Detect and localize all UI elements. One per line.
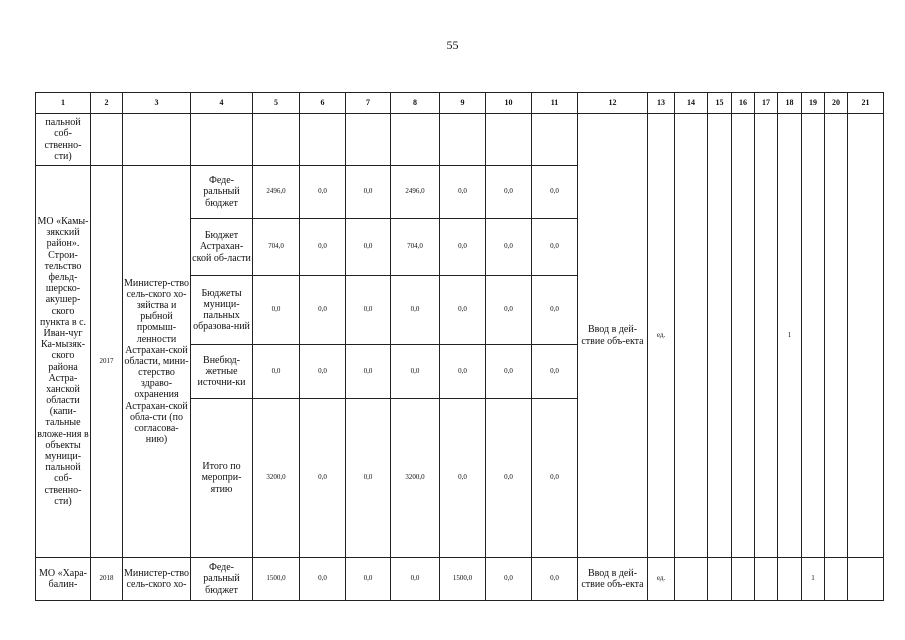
col-header: 12 xyxy=(578,93,648,114)
event-name: МО «Хара-балин- xyxy=(36,558,91,601)
value-cell: 3200,0 xyxy=(391,399,440,558)
event-year: 2017 xyxy=(91,166,123,558)
event-name-continuation: пальной соб-ственно-сти) xyxy=(36,114,91,166)
value-cell: 0,0 xyxy=(300,558,346,601)
funding-source: Феде-ральный бюджет xyxy=(191,558,253,601)
col-header: 10 xyxy=(486,93,532,114)
value-cell: 0,0 xyxy=(440,166,486,219)
value-cell: 704,0 xyxy=(253,219,300,276)
value-cell: 0,0 xyxy=(532,276,578,345)
col-header: 21 xyxy=(848,93,884,114)
col-header: 5 xyxy=(253,93,300,114)
value-cell: 0,0 xyxy=(300,166,346,219)
col-header: 16 xyxy=(732,93,755,114)
value-cell: 0,0 xyxy=(300,219,346,276)
col-header: 1 xyxy=(36,93,91,114)
value-cell: 0,0 xyxy=(253,276,300,345)
event-year: 2018 xyxy=(91,558,123,601)
value-cell: 0,0 xyxy=(300,276,346,345)
value-cell: 0,0 xyxy=(346,399,391,558)
col-header: 8 xyxy=(391,93,440,114)
indicator-cell: Ввод в дей-ствие объ-екта xyxy=(578,558,648,601)
col-header: 13 xyxy=(648,93,675,114)
value-cell: 3200,0 xyxy=(253,399,300,558)
program-table xyxy=(35,92,884,601)
value-cell: 0,0 xyxy=(532,166,578,219)
table-row xyxy=(36,114,884,166)
table-row xyxy=(36,558,884,601)
funding-source: Феде-ральный бюджет xyxy=(191,166,253,219)
unit-cell: ед. xyxy=(648,558,675,601)
value-cell: 0,0 xyxy=(440,345,486,399)
value-cell: 0,0 xyxy=(300,399,346,558)
value-cell: 0,0 xyxy=(346,276,391,345)
col-header: 14 xyxy=(675,93,708,114)
value-cell: 0,0 xyxy=(486,558,532,601)
value-cell: 0,0 xyxy=(532,345,578,399)
value-cell: 0,0 xyxy=(486,166,532,219)
col-header: 3 xyxy=(123,93,191,114)
value-cell: 2496,0 xyxy=(253,166,300,219)
col-header: 20 xyxy=(825,93,848,114)
col-header: 9 xyxy=(440,93,486,114)
value-cell: 0,0 xyxy=(532,558,578,601)
col19-value: 1 xyxy=(802,558,825,601)
col-header: 11 xyxy=(532,93,578,114)
column-number-row xyxy=(36,93,884,114)
value-cell: 0,0 xyxy=(300,345,346,399)
value-cell: 0,0 xyxy=(532,399,578,558)
col18-value: 1 xyxy=(778,114,802,558)
col-header: 18 xyxy=(778,93,802,114)
col-header: 19 xyxy=(802,93,825,114)
value-cell: 0,0 xyxy=(391,558,440,601)
value-cell: 0,0 xyxy=(440,219,486,276)
funding-source: Внебюд-жетные источни-ки xyxy=(191,345,253,399)
value-cell: 1500,0 xyxy=(253,558,300,601)
event-executor: Министер-ство сель-ского хо-зяйства и рыбной промыш-ленности Астрахан-ской области, мини-стерство здраво-охранения Астрахан-ской обла-сти (по согласова-нию) xyxy=(123,166,191,558)
col-header: 17 xyxy=(755,93,778,114)
value-cell: 0,0 xyxy=(440,399,486,558)
funding-source: Бюджет Астрахан-ской об-ласти xyxy=(191,219,253,276)
col-header: 4 xyxy=(191,93,253,114)
value-cell: 1500,0 xyxy=(440,558,486,601)
value-cell: 0,0 xyxy=(346,166,391,219)
value-cell: 704,0 xyxy=(391,219,440,276)
col-header: 6 xyxy=(300,93,346,114)
value-cell: 0,0 xyxy=(486,345,532,399)
value-cell: 0,0 xyxy=(346,558,391,601)
event-name: МО «Камы-зякский район». Строи-тельство фельд-шерско-акушер-ского пункта в с. Иван-чуг Ка-мызяк-ского района Астра-ханской области (капи-тальные вложе-ния в объекты муници-пальной соб-ственно-сти) xyxy=(36,166,91,558)
col-header: 7 xyxy=(346,93,391,114)
funding-source: Итого по меропри-ятию xyxy=(191,399,253,558)
value-cell: 0,0 xyxy=(346,345,391,399)
col-header: 15 xyxy=(708,93,732,114)
value-cell: 0,0 xyxy=(486,219,532,276)
value-cell: 0,0 xyxy=(532,219,578,276)
value-cell: 0,0 xyxy=(391,276,440,345)
indicator-cell: Ввод в дей-ствие объ-екта xyxy=(578,114,648,558)
page-number: 55 xyxy=(446,38,459,52)
value-cell: 0,0 xyxy=(486,276,532,345)
value-cell: 0,0 xyxy=(440,276,486,345)
unit-cell: ед. xyxy=(648,114,675,558)
funding-source: Бюджеты муници-пальных образова-ний xyxy=(191,276,253,345)
value-cell: 2496,0 xyxy=(391,166,440,219)
col-header: 2 xyxy=(91,93,123,114)
event-executor: Министер-ство сель-ского хо- xyxy=(123,558,191,601)
value-cell: 0,0 xyxy=(253,345,300,399)
value-cell: 0,0 xyxy=(391,345,440,399)
value-cell: 0,0 xyxy=(486,399,532,558)
value-cell: 0,0 xyxy=(346,219,391,276)
